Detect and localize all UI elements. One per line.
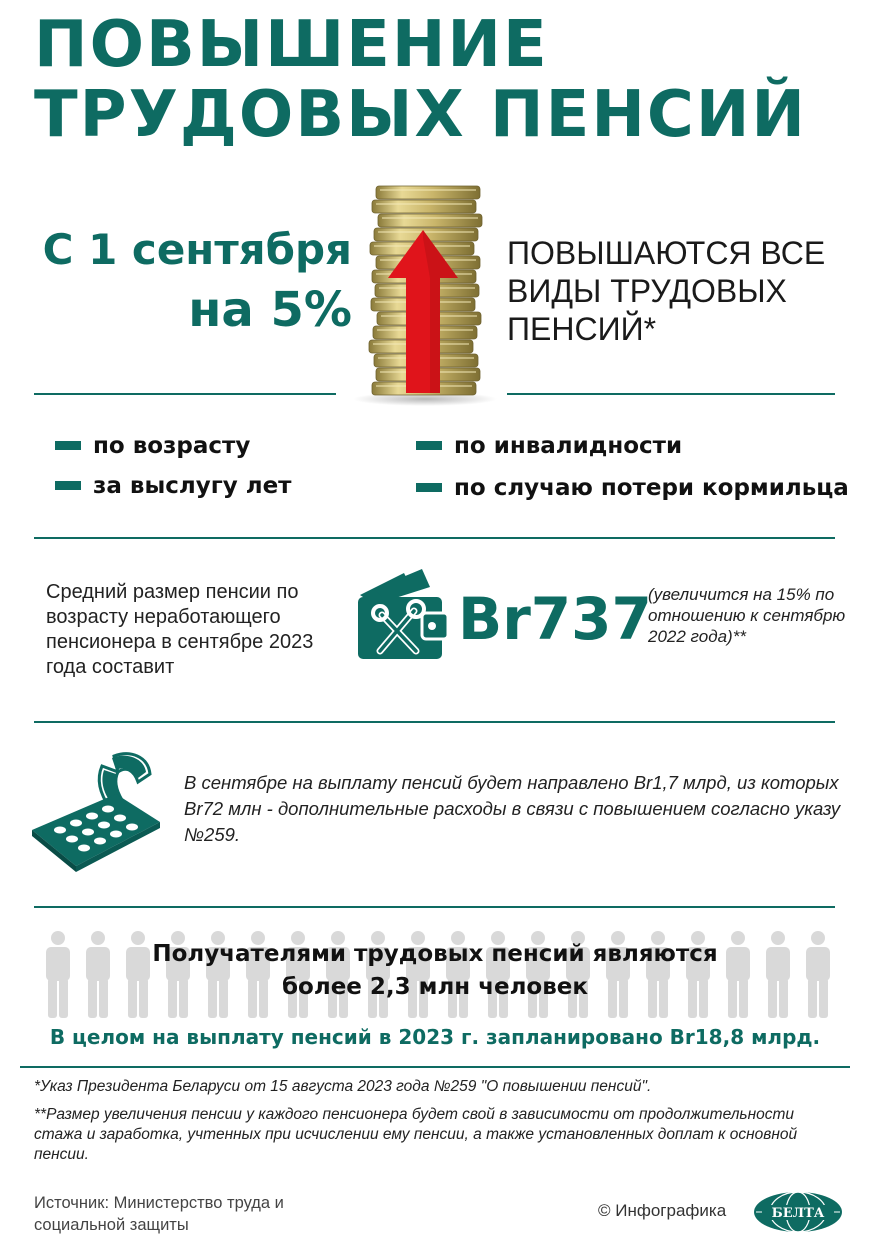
bullet-icon xyxy=(55,481,81,490)
source-text: Источник: Министерство труда и социальной защиты xyxy=(34,1194,284,1234)
average-amount: Br737 xyxy=(458,585,652,653)
divider xyxy=(34,721,835,723)
pension-type-item xyxy=(416,473,849,503)
calculator-key xyxy=(66,836,78,843)
footnote-1: *Указ Президента Беларуси от 15 августа 2023 года №259 "О повышении пенсий". xyxy=(34,1078,652,1095)
coin-stack-icon xyxy=(350,178,500,408)
recipients-text xyxy=(100,938,770,1004)
coin xyxy=(376,186,480,199)
bullet-icon xyxy=(55,441,81,450)
pension-type-item xyxy=(55,431,250,461)
person-icon xyxy=(806,931,830,1018)
divider xyxy=(34,537,835,539)
average-increase-note: (увеличится на 15% по отношению к сентябрю 2022 года)** xyxy=(648,585,846,646)
recipients-line-1: Получателями трудовых пенсий являются xyxy=(152,941,718,967)
calculator-key xyxy=(86,813,98,820)
calculator-key xyxy=(126,824,138,831)
calculator-key xyxy=(114,815,126,822)
increase-percent: на 5% xyxy=(188,282,352,338)
person-icon xyxy=(46,931,70,1018)
page-title xyxy=(34,10,854,150)
bullet-icon xyxy=(416,441,442,450)
pension-type-label: за выслугу лет xyxy=(93,473,292,499)
footnote-2: **Размер увеличения пенсии у каждого пенсионера будет свой в зависимости от продолжительности стажа и заработка, учтенных при исчислении ему пенсии, а также установленных доплат к основной пенсии. xyxy=(34,1106,798,1163)
calculator-key xyxy=(54,827,66,834)
pension-type-label: по возрасту xyxy=(93,433,251,459)
calculator-key xyxy=(98,822,110,829)
recipients-line-2: более 2,3 млн человек xyxy=(281,974,588,1000)
wallet-tools-icon xyxy=(352,565,456,670)
coin xyxy=(378,214,482,227)
svg-text:БЕЛТА: БЕЛТА xyxy=(771,1206,825,1221)
planned-total: В целом на выплату пенсий в 2023 г. запланировано Br18,8 млрд. xyxy=(49,1025,821,1049)
payout-text: В сентябре на выплату пенсий будет направлено Br1,7 млрд, из которых Br72 млн - дополнительные расходы в связи с повышением согласно указу №259. xyxy=(184,772,841,845)
calculator-phone-icon xyxy=(26,748,166,873)
bullet-icon xyxy=(416,483,442,492)
calculator-key xyxy=(94,838,106,845)
average-description: Средний размер пенсии по возрасту неработающего пенсионера в сентябре 2023 года составит xyxy=(46,581,314,678)
divider xyxy=(34,906,835,908)
title-line-1: ПОВЫШЕНИЕ xyxy=(34,8,549,82)
calculator-key xyxy=(82,829,94,836)
increase-date: С 1 сентября xyxy=(42,225,352,274)
pension-type-item xyxy=(416,431,682,461)
increase-description: ПОВЫШАЮТСЯ ВСЕ ВИДЫ ТРУДОВЫХ ПЕНСИЙ* xyxy=(507,235,826,347)
pension-type-label: по случаю потери кормильца xyxy=(454,475,849,501)
calculator-key xyxy=(110,831,122,838)
calculator-key xyxy=(78,845,90,852)
belta-logo xyxy=(752,1190,844,1234)
credit-text: © Инфографика xyxy=(598,1201,727,1220)
divider xyxy=(20,1066,850,1068)
pension-type-item xyxy=(55,471,292,501)
pension-type-label: по инвалидности xyxy=(454,433,683,459)
divider xyxy=(34,393,336,395)
coin xyxy=(372,200,476,213)
calculator-key xyxy=(102,806,114,813)
calculator-key xyxy=(70,820,82,827)
divider xyxy=(507,393,835,395)
title-line-2: ТРУДОВЫХ ПЕНСИЙ xyxy=(34,78,807,152)
